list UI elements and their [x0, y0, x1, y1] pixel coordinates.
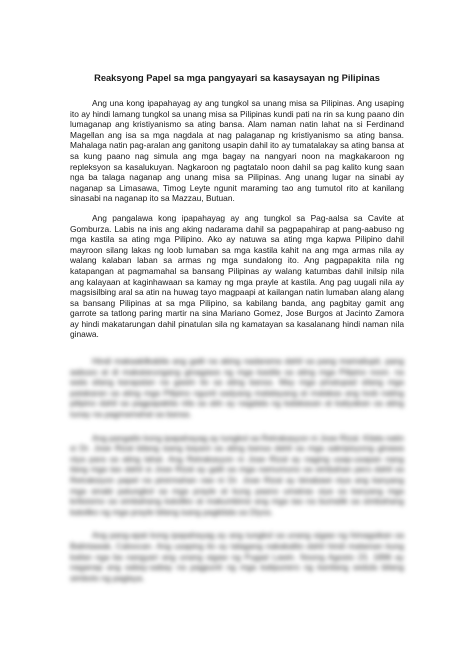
blurred-paragraph-1: Hindi makaakilkabila ang galit na aking nadarama dahil sa pang mamaliupit, pang aabuso at di makatarungang ginagawa ng mga kastila sa ating mga Pilipino noon. na wala silang karapatan na gawin ito sa ating bansa. May mga pinatupad silang mga patakaran sa ating mga Pilipino ngunit sadyang malalayang at malakas ang loob nating pilipino dahil sa pagpapakita nila sa atin ay nagdala ng kalakasan at katiyakan sa ating tunay na pagmamahal sa bansa.	[70, 356, 404, 419]
blurred-preview-region	[70, 356, 404, 596]
blurred-paragraph-2: Ang pangatlo kong ipapahayag ay tungkol sa Retrakasyon ni Jose Rizal. Kilala natin si Dr. Jose Rizal bilang isang bayani sa ating bansa dahil sa mga sakripisyong ginawa niya para sa ating lahat. Ang Retrakasyon ni Jose Rizal ay naging usap-usapan nang ilang mga tao dahil si Jose Rizal ay galit sa mga namumuno sa simbahan pero dahil sa Retraksiyon papel na pinirmahan raw ni Dr. Jose Rizal ay binabawi niya ang kanyang mga sinabi patungkol sa mga prayle at kung paano umatras siya sa kanyang mga kritisismo sa simbahang katoliko at makumbinsi ang mga tao na bumalik sa simbahang katoliko ng mga prayle bilang isang pagkilala sa Diyos.	[70, 432, 404, 517]
document-title: Reaksyong Papel sa mga pangyayari sa kasaysayan ng Pilipinas	[94, 73, 380, 83]
paragraph-2: Ang pangalawa kong ipapahayag ay ang tungkol sa Pag-aalsa sa Cavite at Gomburza. Labis na inis ang aking nadarama dahil sa pagpapahirap at pang-aabuso ng mga kastila sa ating mga Pilipino. Ako ay natuwa sa ating mga kapwa Pilipino dahil mayroon silang lakas ng loob lumaban sa mga kastila kahit na ang mga armas nila ay walang kalaban laban sa armas ng mga sundalong ito. Ang pagpapakita nila ng katapangan at pagmamahal sa bansang Pilipinas ay walang katumbas dahil inilsip nila ang kalayaan at kaginhawaan sa kamay ng mga prayle at kastila. Ang pag uugali nila ay magsisilbing aral sa atin na huwag tayo magpaapi at kailangan natin lumaban alang alang sa bansang Pilipinas at sa mga Pilipino, sa kabilang banda, ang pagbitay gamit ang garrote sa tatlong paring martir na sina Mariano Gomez, Jose Burgos at Jacinto Zamora ay hindi makatarungan dahil pinatulan sila ng kamatayan sa kasalanang hindi naman nila ginawa.	[70, 212, 404, 340]
paragraph-1: Ang una kong ipapahayag ay ang tungkol sa unang misa sa Pilipinas. Ang usaping ito ay hindi lamang tungkol sa unang misa sa Pilipinas kundi pati na rin sa kung paano din lumaganap ang kristiyanismo sa ating bansa. Alam naman natin lahat na si Ferdinand Magellan ang isa sa mga nagdala at nag palaganap ng kristiyanismo sa ating bansa. Mahalaga natin pag-aralan ang ganitong usapin dahil ito ay tumatalakay sa ating bansa at sa kung paano nag simula ang mga bagay na nangyari noon na magkakaroon ng repleksyon sa kasalukuyan. Nagkaroon ng pagtatalo noon dahil sa pag kalito kung saan nga ba talaga naganap ang unang misa sa Pilipinas. Ang unang lugar na sinabi ay naganap sa Limasawa, Timog Leyte ngunit maraming tao ang tumutol rito at kanilang sinasabi na naganap ito sa Mazzau, Butuan.	[70, 98, 404, 204]
blurred-paragraph-3: Ang pang-apat kong ipapahayag ay ang tungkol sa unang sigaw ng himagsikan sa Balintawak, Caloocan. Ang usaping ito ay talagang nakakalito dahil hindi malaman kung kailan nga ba nangyari ang unang sigaw ng Pugad Lawin. Noong Agosto 23, 1896 ay naganap ang sabay-sabay na pagpunit ng mga katipunero ng kanilang sedula bilang simbolo ng paglaya.	[70, 530, 404, 583]
